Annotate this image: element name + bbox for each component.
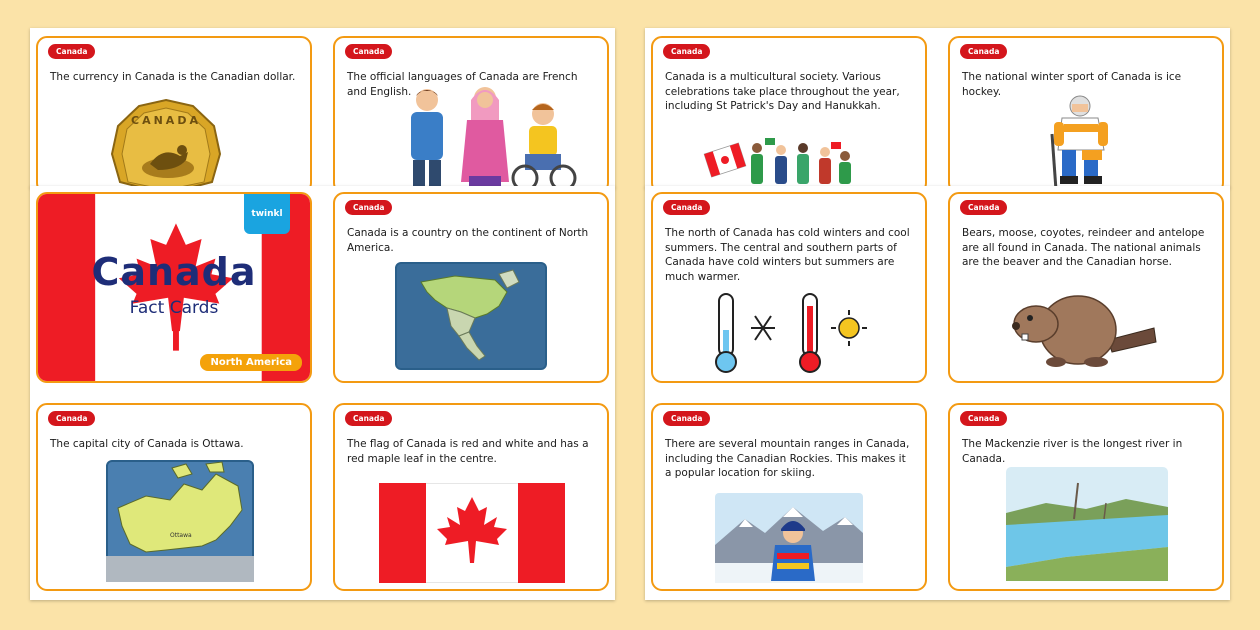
twinkl-logo: twinkl [244, 194, 290, 234]
fact-text: Bears, moose, coyotes, reindeer and antelope are all found in Canada. The national animals are the beaver and the Canadian horse. [962, 227, 1205, 268]
fact-card-languages [333, 36, 609, 194]
card-badge: Canada [345, 44, 392, 59]
map-label-ottawa: Ottawa [170, 532, 192, 539]
card-badge: Canada [345, 411, 392, 426]
canada-map-icon [106, 460, 254, 582]
fact-card-mountains [651, 403, 927, 591]
card-badge: Canada [48, 411, 95, 426]
fact-text: The currency in Canada is the Canadian dollar. [50, 71, 296, 83]
fact-text: The Mackenzie river is the longest river in Canada. [962, 438, 1183, 465]
card-badge: Canada [663, 411, 710, 426]
card-badge: Canada [48, 44, 95, 59]
fact-card-flag [333, 403, 609, 591]
region-badge: North America [200, 354, 302, 371]
fact-text: The north of Canada has cold winters and cool summers. The central and southern parts of Canada have cold winters but summers are much warmer. [665, 227, 910, 283]
card-badge: Canada [960, 411, 1007, 426]
fact-text: Canada is a multicultural society. Various celebrations take place throughout the year, including St Patrick's Day and Hanukkah. [665, 71, 900, 112]
fact-card-river [948, 403, 1224, 591]
fact-card-multicultural [651, 36, 927, 194]
loonie-coin-icon [108, 98, 224, 194]
card-badge: Canada [345, 200, 392, 215]
cover-title: Canada [91, 250, 257, 294]
fact-text: The flag of Canada is red and white and has a red maple leaf in the centre. [347, 438, 589, 465]
fact-text: Canada is a country on the continent of North America. [347, 227, 589, 254]
river-landscape-icon [1006, 467, 1168, 581]
mountain-skier-icon [715, 493, 863, 583]
fact-text: There are several mountain ranges in Canada, including the Canadian Rockies. This makes it a popular location for skiing. [665, 438, 910, 479]
hockey-player-icon [1044, 94, 1124, 194]
card-badge: Canada [960, 44, 1007, 59]
fact-text: The national winter sport of Canada is ice hockey. [962, 71, 1182, 98]
fact-card-hockey [948, 36, 1224, 194]
fact-text: The official languages of Canada are French and English. [347, 71, 578, 98]
fact-text: The capital city of Canada is Ottawa. [50, 438, 244, 450]
card-badge: Canada [960, 200, 1007, 215]
beaver-icon [1004, 280, 1160, 370]
cover-subtitle: Fact Cards [129, 298, 219, 318]
card-badge: Canada [663, 200, 710, 215]
fact-card-animals [948, 192, 1224, 383]
card-badge: Canada [663, 44, 710, 59]
fact-card-climate [651, 192, 927, 383]
north-america-map-icon [395, 262, 547, 370]
thermometers-icon [709, 290, 869, 374]
cover-card [36, 192, 312, 383]
fact-card-capital [36, 403, 312, 591]
coin-text: CANADA [131, 114, 201, 127]
children-group-icon [397, 86, 579, 192]
fact-card-currency [36, 36, 312, 194]
canada-flag-icon [379, 483, 565, 583]
fact-card-continent [333, 192, 609, 383]
